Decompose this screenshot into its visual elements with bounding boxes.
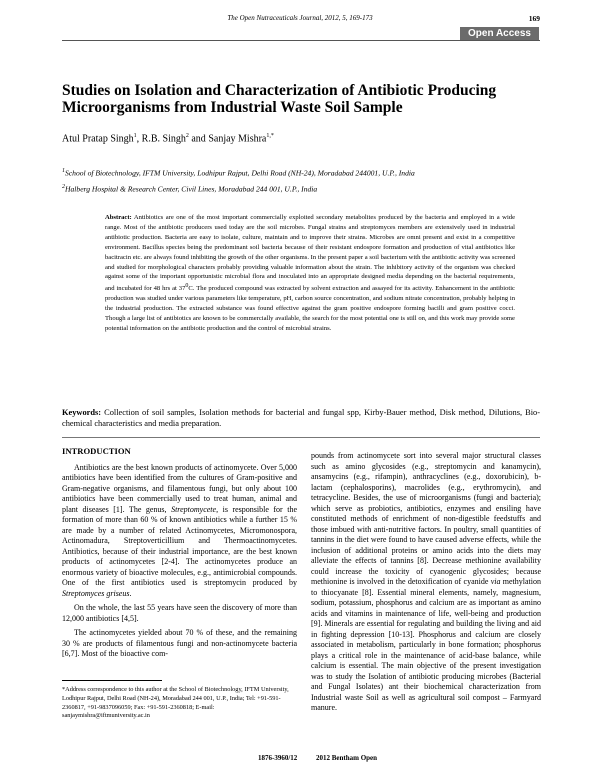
- paragraph-text: methylation to thiocyanate [8]. Essential mineral elements, namely, magnesium, sodium, potassium, phosphorus and calcium are as important as amino acids and vitamins in maintenance of life, well-being and production [9]. Minerals are essential for regulating and building the living and aid in fighting depression [10-13]. Phosphorus and calcium are closely associated in metabolism, particularly in bone formation; phosphorus plays a critical role in the maintenance of acid-base balance, while calcium is essential. The main objective of the present investigation was to study the Isolation of antibiotic producing microbes (Bacterial and Fungal Isolates) ant their biochemical characterization from Industrial waste Soil as well as agricultural soil compost – Farmyard manure.: [311, 577, 541, 712]
- degree-mark: 0: [185, 283, 189, 290]
- species-name: Streptomyces griseus: [62, 588, 130, 598]
- affiliation-text: School of Biotechnology, IFTM University, Lodhipur Rajput, Delhi Road (NH-24), Moradabad 244001, U.P., India: [65, 168, 415, 178]
- affiliation-marker: 1: [133, 133, 137, 139]
- keywords-text: Collection of soil samples, Isolation methods for bacterial and fungal spp, Kirby-Bauer method, Disk method, Dilutions, Bio-chemical characteristics and media preparation.: [62, 408, 540, 428]
- paragraph-text: , is responsible for the formation of more than 60 % of known antibiotics while a further 15 % are made by a number of related Actinomycetes, Micromonospora, Actinomadura, Streptoverticillium and Thermoactinomycetes. Antibiotics, because of their industrial importance, are the best known products of actinomycetes [2-4]. The actinomycetes produce an enormous variety of bioactive molecules, e.g., antimicrobial compounds. One of the first antibiotics used is streptomycin produced by: [62, 504, 298, 587]
- section-heading: INTRODUCTION: [62, 446, 131, 456]
- abstract-text: C. The produced compound was extracted by solvent extraction and assayed for its activity. Enhancement in the antibiotic production was studied under various parameters like temperature, pH, carbon source concentration, and sodium nitrate concentration, probably helping in the industrial production. The extracted substance was found effective against the gram positive endospore forming bacilli and gram positive cocci. Though a large list of antibiotics are known to be commercially available, the search for the most potential one is still on, and this work may provide some potential information on the antibiotic production and the control of microbial strains.: [105, 285, 515, 333]
- paragraph-text: Antibiotics are the best known products of actinomycete. Over 5,000 antibiotics have been identified from the cultures of Gram-positive and Gram-negative organisms, and filamentous fungi, but only about 100 antibiotics have been commercially used to treat human, animal and plant diseases [1]. The genus,: [62, 462, 297, 514]
- header-rule: [62, 40, 540, 41]
- open-access-badge: Open Access: [460, 27, 539, 41]
- affiliation-marker: 2: [185, 133, 189, 139]
- author-name: Sanjay Mishra: [208, 133, 267, 145]
- keywords-label: Keywords:: [62, 408, 102, 417]
- author-separator: ,: [136, 133, 142, 145]
- italic-term: via: [490, 577, 501, 586]
- paragraph: On the whole, the last 55 years have seen the discovery of more than 12,000 antibiotics [4,5].: [62, 603, 297, 623]
- genus-name: Streptomycete: [171, 504, 217, 514]
- abstract-text: Antibiotics are one of the most important commercially exploited secondary metabolites produced by the bacteria and employed in a wide range. Most of the antibiotic producers used today are the soil microbes. Fungal strains and streptomyces members are extensively used in industrial antibiotic production. Bacteria are easy to isolate, culture, maintain and to improve their strains. Microbes are omni present and exist in a competitive environment. Bacillus species being the predominant soil bacteria because of their resistant endospore formation and production of vital antibiotics like bacitracin etc. are always found inhibiting the growth of the other organisms. In the present paper a soil bacterium with the antibiotic activity was screened and studied for morphological characters probably providing valuable information about the strain. The inhibitory activity of the organism was checked against some of the important opportunistic microbial flora and inoculated into an appropriate designed media depending on the bacterial requirements, and incubated for 48 hrs at 37: [105, 214, 515, 293]
- paragraph: [311, 451, 541, 714]
- issn: 1876-3960/12: [258, 754, 298, 762]
- paragraph-text: .: [129, 588, 132, 598]
- author-name: R.B. Singh: [141, 133, 186, 145]
- publisher: 2012 Bentham Open: [316, 754, 378, 762]
- affiliation-1: [62, 168, 415, 178]
- paper-title: Studies on Isolation and Characterization of Antibiotic Producing Microorganisms from Industrial Waste Soil Sample: [62, 82, 497, 116]
- author-list: [62, 133, 274, 144]
- keywords: [62, 407, 540, 429]
- affiliation-marker: 1,*: [266, 133, 274, 139]
- paragraph: The actinomycetes yielded about 70 % of these, and the remaining 30 % are products of filamentous fungi and non-actinomycete bacteria [6,7]. Most of the bioactive com-: [62, 628, 297, 658]
- author-separator: and: [188, 133, 209, 145]
- abstract: [105, 213, 515, 334]
- journal-citation: The Open Nutraceuticals Journal, 2012, 5, 169-173: [227, 14, 373, 22]
- left-column: [62, 446, 297, 660]
- affiliation-marker: 2: [62, 184, 65, 190]
- paragraph-text: pounds from actinomycete sort into several major structural classes such as amino glycosides (e.g., streptomycin and kanamycin), ansamycins (e.g., rifampin), anthracyclines (e.g., doxorubicin), b-lactam (cephalosporins), macrolides (e.g., erythromycin), and tetracycline. Besides, the use of microorganisms (fungi and bacteria); which serve as probiotics, antibiotics, enzymes and ensiling have constituted methods of enrichment of non-digestible feedstuffs and those imbued with anti-nutritive factors. In poultry, small quantities of tannins in the diet were found to have caused adverse effects, while the inclusion of additional proteins or amino acids into the diets may alleviate the effects of tannins [8]. Decrease methionine availability could increase the toxicity of cyanogenic glycosides; because methionine is involved in the detoxification of cyanide: [311, 451, 541, 586]
- author-name: Atul Pratap Singh: [62, 133, 134, 145]
- correspondence-footnote: *Address correspondence to this author at the School of Biotechnology, IFTM University, Lodhipur Rajput, Delhi Road (NH-24), Moradabad 244 001, U.P., India; Tel: +91-591-2360817, +91-9837096059; Fax: +91-591-2360818; E-mail: sanjaymishra@iftmuniversity.ac.in: [62, 686, 289, 720]
- paragraph: [62, 463, 297, 600]
- page-number: 169: [528, 14, 540, 23]
- affiliation-text: Halberg Hospital & Research Center, Civil Lines, Moradabad 244 001, U.P., India: [65, 184, 318, 194]
- abstract-label: Abstract:: [105, 214, 132, 221]
- right-column: [311, 451, 541, 714]
- affiliation-marker: 1: [62, 168, 65, 174]
- footnote-rule: [62, 680, 162, 681]
- affiliation-2: [62, 184, 317, 194]
- section-rule: [62, 437, 540, 438]
